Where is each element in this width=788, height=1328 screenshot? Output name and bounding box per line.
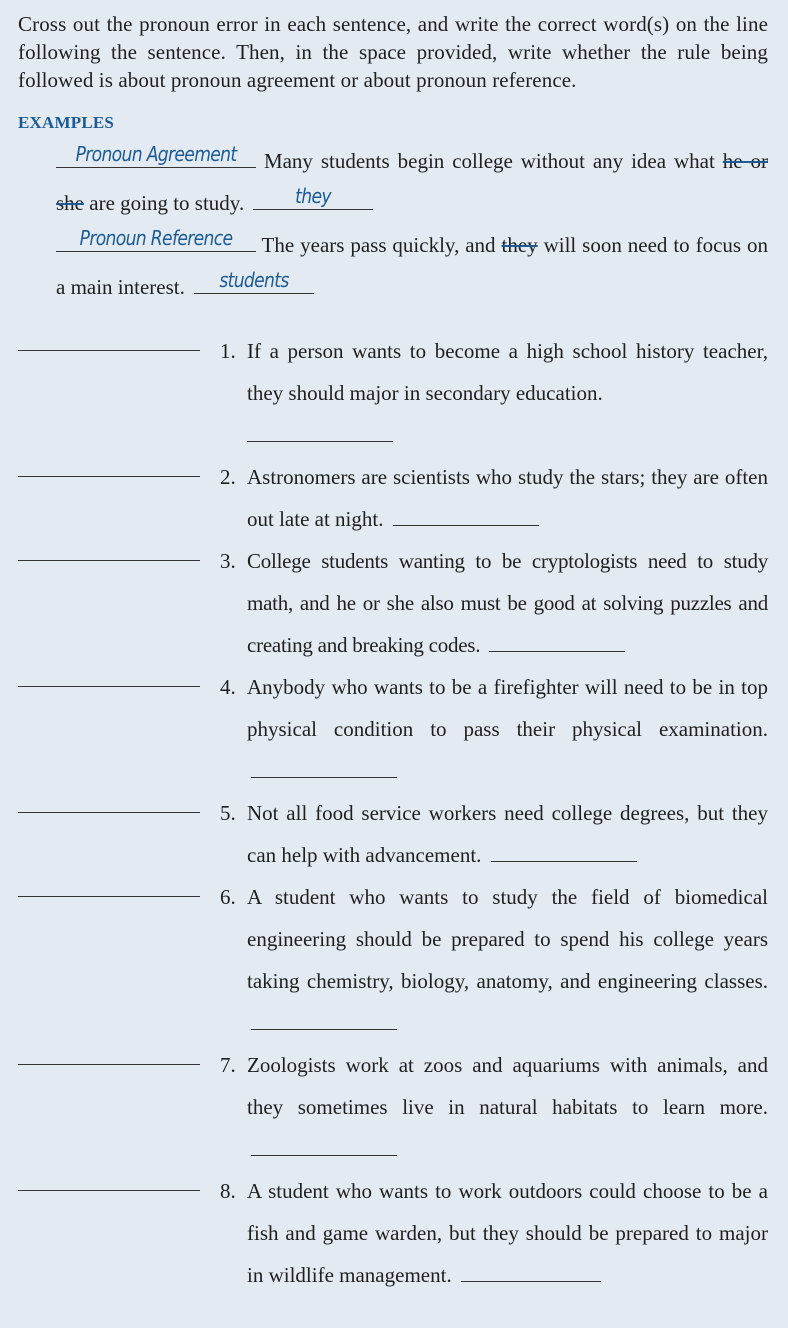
item-text: Astronomers are scientists who study the stars; they are often out late at night. [247, 465, 768, 531]
item-sentence [247, 876, 768, 1044]
correction-answer-line[interactable] [491, 841, 637, 862]
item-sentence [247, 330, 768, 456]
item-number: 6. [220, 885, 236, 909]
example-2-text-after: will soon need to focus on a main interest. [56, 233, 769, 299]
item-sentence [247, 1170, 768, 1296]
correction-answer-line[interactable] [251, 1135, 397, 1156]
exercise-item [18, 1170, 768, 1296]
exercise-item [18, 792, 768, 876]
item-number: 8. [220, 1179, 236, 1203]
exercise-item [18, 456, 768, 540]
item-text: A student who wants to work outdoors could choose to be a fish and game warden, but they should be prepared to major in wildlife management. [247, 1179, 768, 1287]
item-text: If a person wants to become a high school history teacher, they should major in secondary education. [247, 339, 768, 405]
example-1 [56, 140, 768, 224]
example-2-rule-answer: Pronoun Reference [79, 226, 233, 250]
correction-answer-line[interactable] [393, 505, 539, 526]
correction-answer-line[interactable] [251, 757, 397, 778]
exercise-item [18, 666, 768, 792]
example-2-rule-blank [56, 226, 256, 252]
rule-answer-line[interactable] [18, 330, 200, 351]
exercise-list [18, 330, 768, 1296]
example-2-crossed-pronoun: they [501, 233, 538, 257]
item-text: A student who wants to study the field of biomedical engineering should be prepared to spend his college years taking chemistry, biology, anatomy, and engineering classes. [247, 885, 768, 993]
exercise-item [18, 1044, 768, 1170]
correction-answer-line[interactable] [461, 1261, 601, 1282]
correction-answer-line[interactable] [489, 631, 625, 652]
examples-heading: EXAMPLES [18, 113, 115, 132]
rule-answer-line[interactable] [18, 1044, 200, 1065]
example-1-crossed-pronoun: he or she [56, 149, 769, 215]
example-2-correction: students [219, 268, 289, 292]
rule-answer-line[interactable] [18, 666, 200, 687]
rule-answer-line[interactable] [18, 792, 200, 813]
example-2-text-before: The years pass quickly, and [261, 233, 496, 257]
instructions: Cross out the pronoun error in each sentence, and write the correct word(s) on the line following the sentence. Then, in the space provided, write whether the rule being followed is about pronoun agreement or about pronoun reference. [18, 12, 768, 92]
example-2 [56, 224, 768, 308]
item-number: 3. [220, 549, 236, 573]
rule-answer-line[interactable] [18, 456, 200, 477]
rule-answer-line[interactable] [18, 540, 200, 561]
item-number: 7. [220, 1053, 236, 1077]
item-sentence [247, 792, 768, 876]
exercise-item [18, 330, 768, 456]
example-1-rule-answer: Pronoun Agreement [75, 142, 237, 166]
example-2-correction-blank [194, 268, 314, 294]
item-text: Zoologists work at zoos and aquariums with animals, and they sometimes live in natural habitats to learn more. [247, 1053, 768, 1119]
rule-answer-line[interactable] [18, 1170, 200, 1191]
example-1-correction: they [295, 184, 332, 208]
example-1-rule-blank [56, 142, 256, 168]
example-1-text-before: Many students begin college without any idea what [263, 149, 715, 173]
correction-answer-line[interactable] [251, 1009, 397, 1030]
example-1-text-after: are going to study. [89, 191, 245, 215]
item-text: Not all food service workers need college degrees, but they can help with advancement. [247, 801, 768, 867]
correction-answer-line[interactable] [247, 421, 393, 442]
item-sentence [247, 666, 768, 792]
rule-answer-line[interactable] [18, 876, 200, 897]
exercise-item [18, 540, 768, 666]
item-sentence [247, 540, 768, 666]
item-number: 1. [220, 339, 236, 363]
item-number: 4. [220, 675, 236, 699]
item-number: 2. [220, 465, 236, 489]
item-text: College students wanting to be cryptologists need to study math, and he or she also must be good at solving puzzles and creating and breaking codes. [247, 549, 768, 657]
item-text: Anybody who wants to be a firefighter will need to be in top physical condition to pass their physical examination. [247, 675, 768, 741]
example-1-correction-blank [253, 184, 373, 210]
item-sentence [247, 1044, 768, 1170]
exercise-item [18, 876, 768, 1044]
item-sentence [247, 456, 768, 540]
item-number: 5. [220, 801, 236, 825]
